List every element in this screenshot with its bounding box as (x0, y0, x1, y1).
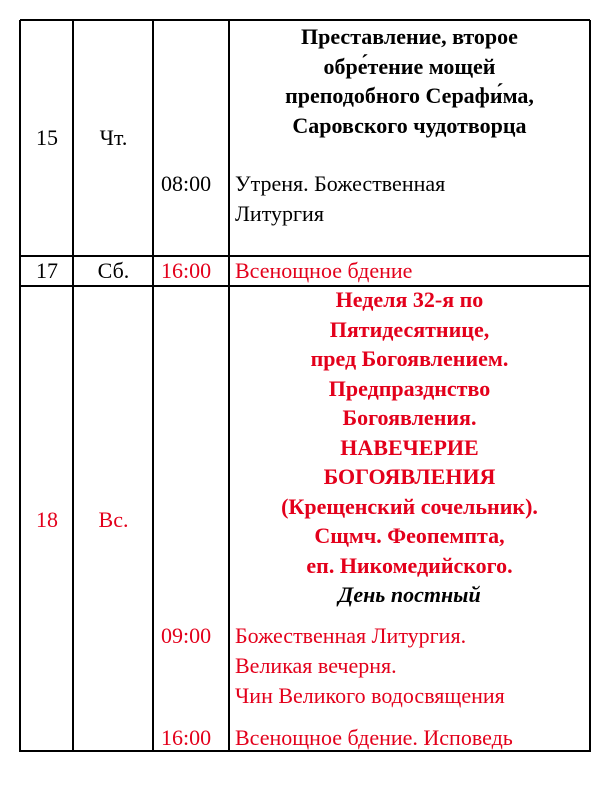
service-description (235, 169, 592, 228)
title-line: Богоявления. (342, 405, 477, 430)
title-line: Предпразднство (328, 375, 491, 401)
title-line: НАВЕЧЕРИЕ (340, 434, 479, 460)
title-line: обре́тение мощей (323, 53, 496, 79)
service-description: Всенощное бдение (235, 258, 413, 283)
table-border-top (20, 19, 590, 21)
feast-title (231, 22, 588, 140)
date-cell: 18 (36, 507, 58, 532)
service-line: Божественная Литургия. (235, 623, 467, 648)
service-line: Утреня. Божественная (235, 171, 446, 196)
service-line: Чин Великого водосвящения (235, 683, 505, 708)
service-time: 09:00 (161, 623, 212, 648)
weekday-cell: Сб. (97, 258, 130, 283)
column-divider (228, 20, 230, 752)
title-line: Преставление, второе (301, 24, 518, 49)
service-description: Всенощное бдение. Исповедь (235, 725, 513, 750)
title-line: Неделя 32-я по (335, 287, 484, 312)
title-line: Сщмч. Феопемпта, (314, 523, 505, 548)
fasting-note: День постный (338, 582, 481, 607)
service-line: Литургия (235, 200, 324, 226)
feast-title (231, 285, 588, 610)
service-time: 16:00 (161, 725, 212, 750)
title-line: (Крещенский сочельник). (281, 493, 538, 519)
service-line: Великая вечерня. (235, 653, 397, 678)
service-time: 08:00 (161, 171, 212, 196)
service-time: 16:00 (161, 258, 212, 283)
title-line: еп. Никомедийского. (306, 552, 513, 578)
title-line: БОГОЯВЛЕНИЯ (323, 464, 496, 489)
title-line: преподобного Серафи́ма, (285, 83, 534, 108)
date-cell: 17 (36, 258, 58, 283)
date-cell: 15 (36, 125, 58, 150)
weekday-cell: Чт. (99, 125, 128, 150)
title-line: Саровского чудотворца (292, 112, 527, 138)
service-description (235, 621, 592, 711)
weekday-cell: Вс. (98, 507, 129, 532)
title-line: пред Богоявлением. (310, 346, 509, 371)
title-line: Пятидесятнице, (329, 316, 490, 342)
